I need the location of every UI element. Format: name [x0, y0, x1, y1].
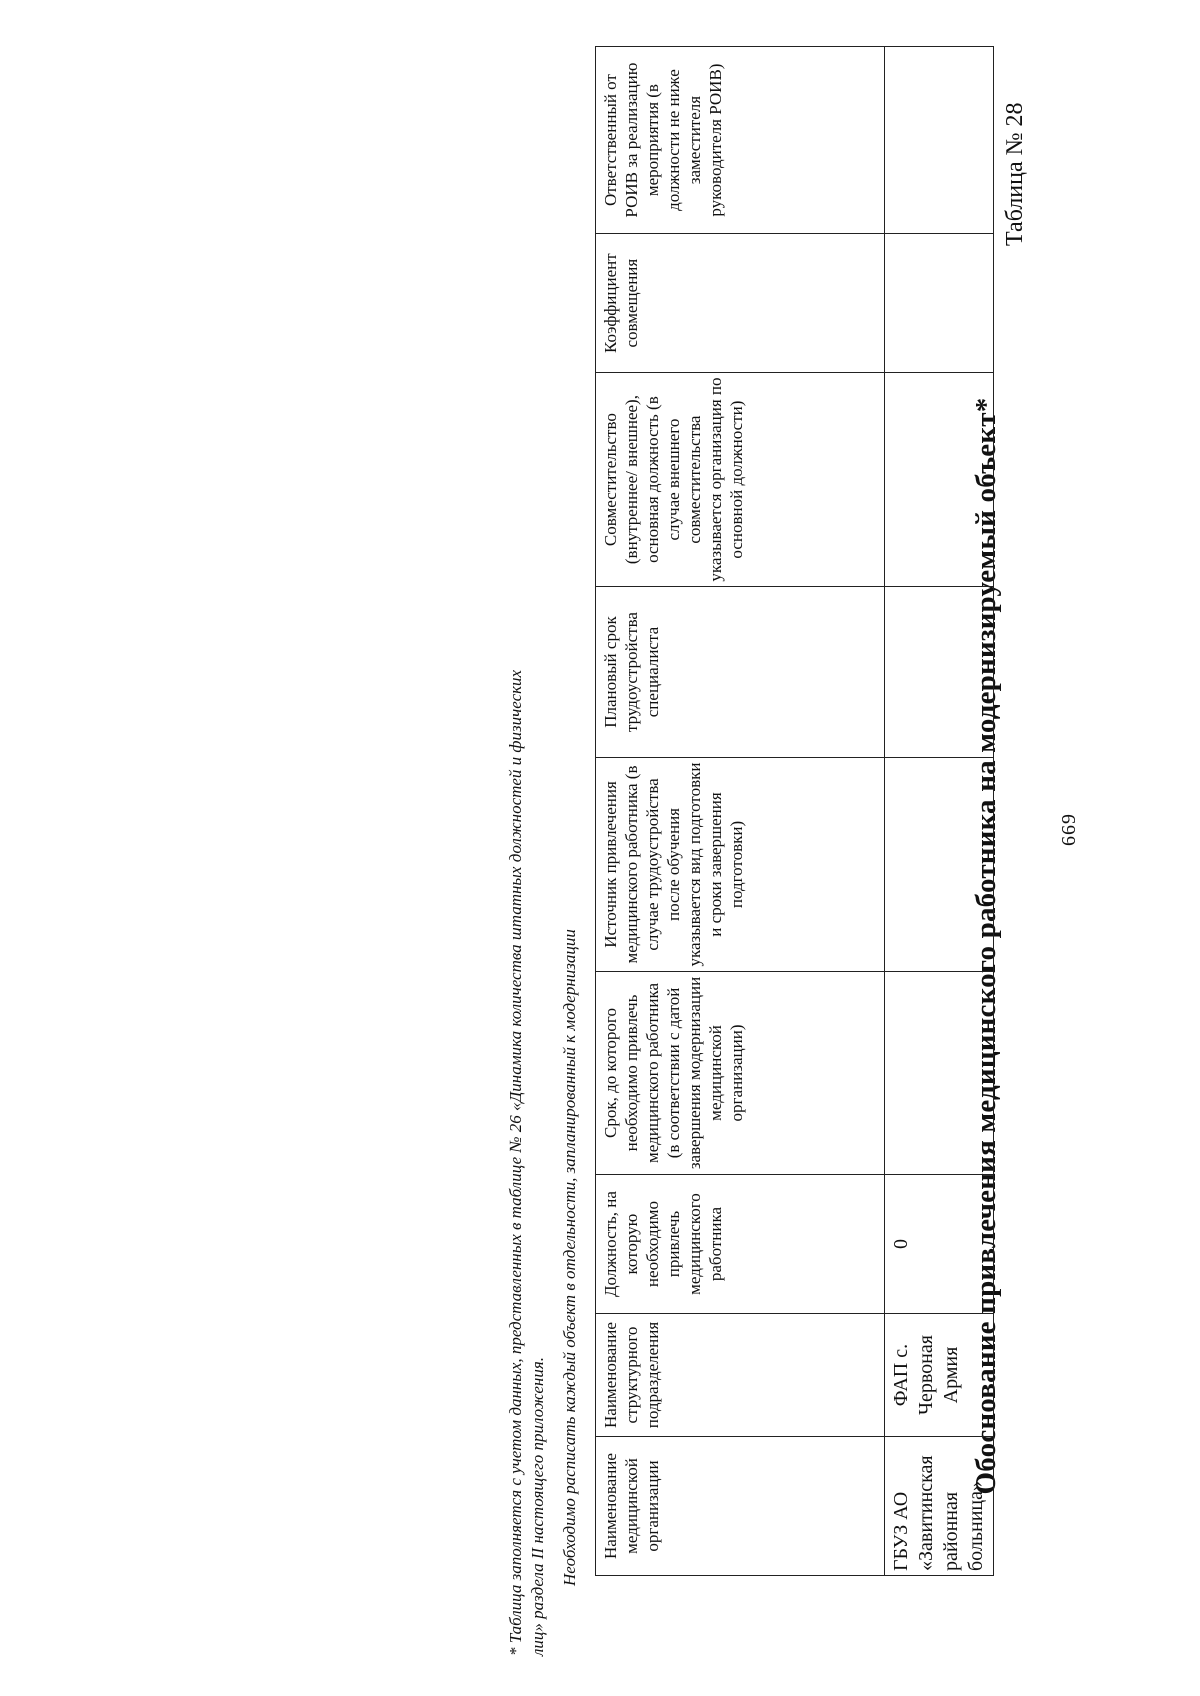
cell-combination: [885, 373, 994, 587]
header-unit-name: Наименование структурного подразделения: [596, 1314, 885, 1437]
page-number: 669: [1058, 813, 1080, 846]
header-source: Источник привлечения медицинского работника (в случае трудоустройства после обучения указывается вид подготовки и сроки завершения подготовки): [596, 758, 885, 972]
header-deadline: Срок, до которого необходимо привлечь медицинского работника (в соответствии с датой завершения модернизации медицинской организации): [596, 971, 885, 1174]
cell-position: 0: [885, 1175, 994, 1314]
footnote-objects: Необходимо расписать каждый объект в отдельности, запланированный к модернизации: [560, 929, 579, 1586]
header-position: Должность, на которую необходимо привлечь медицинского работника: [596, 1175, 885, 1314]
header-combination: Совместительство (внутреннее/ внешнее), основная должность (в случае внешнего совместительства указывается организация по основной должности): [596, 373, 885, 587]
header-org-name: Наименование медицинской организации: [596, 1437, 885, 1576]
header-coefficient: Коэффициент совмещения: [596, 234, 885, 373]
table-row: [885, 47, 994, 1576]
footnote-asterisk: * Таблица заполняется с учетом данных, представленных в таблице № 26 «Динамика количества штатных должностей и физических лиц» раздела II настоящего приложения.: [506, 669, 547, 1656]
header-planned-date: Плановый срок трудоустройства специалиста: [596, 587, 885, 758]
cell-unit-name: ФАП с. Червоная Армия: [885, 1314, 994, 1437]
cell-deadline: [885, 971, 994, 1174]
cell-coefficient: [885, 234, 994, 373]
header-responsible: Ответственный от РОИВ за реализацию мероприятия (в должности не ниже заместителя руководителя РОИВ): [596, 47, 885, 234]
cell-source: [885, 758, 994, 972]
table-number: Таблица № 28: [1002, 102, 1028, 246]
document-title: Обоснование привлечения медицинского работника на модернизируемый объект*: [970, 397, 1002, 1495]
justification-table: [595, 46, 994, 1576]
cell-planned-date: [885, 587, 994, 758]
cell-org-name: ГБУЗ АО «Завитинская районная больница»: [885, 1437, 994, 1576]
table-header-row: [596, 47, 885, 1576]
cell-responsible: [885, 47, 994, 234]
